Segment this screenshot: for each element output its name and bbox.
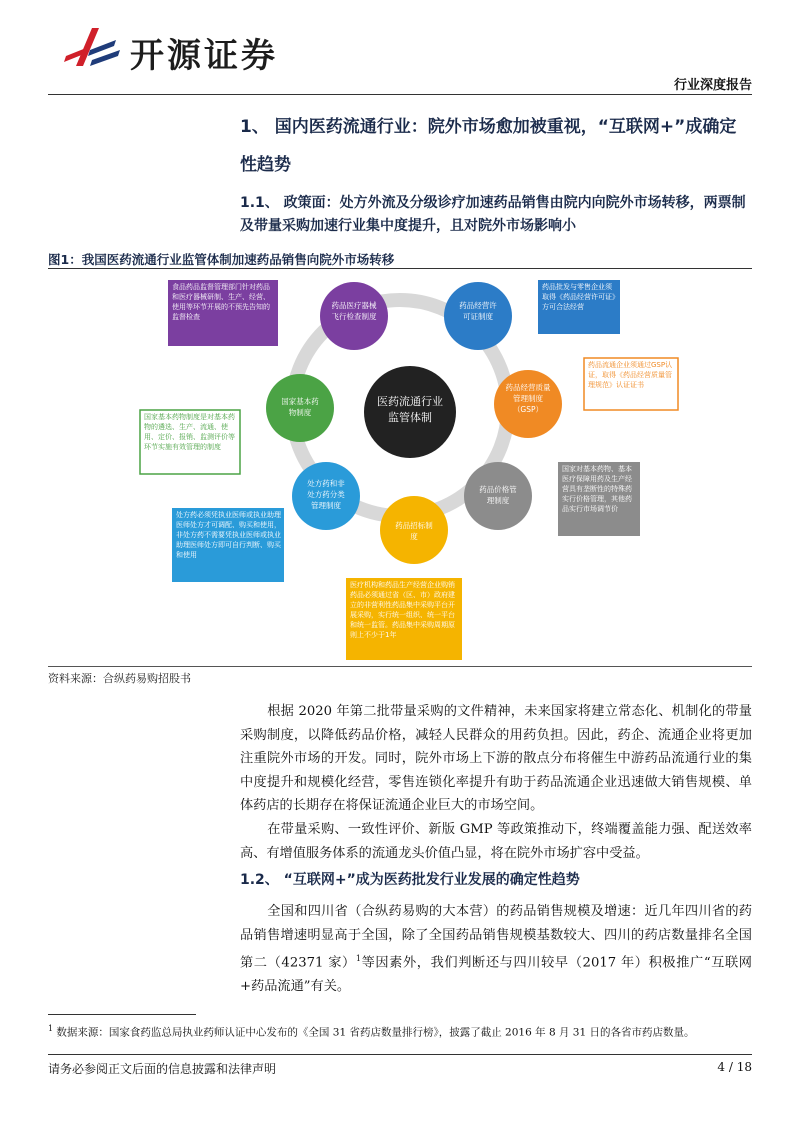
figure-bottom-rule <box>48 666 752 667</box>
node-license <box>444 282 512 350</box>
section-1-heading: 1、 国内医药流通行业：院外市场愈加被重视，“互联网+”成确定性趋势 <box>240 117 737 175</box>
node-prescription <box>292 462 360 530</box>
note-text-prescription: 处方药必须凭执业医师或执业助理医师处方才可调配、购买和使用，非处方药不需要凭执业医师或执业助理医师处方即可自行判断、购买和使用 <box>176 511 281 559</box>
node-label-license: 药品经营许可证制度 <box>459 301 497 321</box>
node-price <box>464 462 532 530</box>
footer-disclaimer: 请务必参阅正文后面的信息披露和法律声明 <box>48 1062 277 1076</box>
node-label-tender: 药品招标制度 <box>395 521 433 541</box>
node-essential <box>266 374 334 442</box>
note-text-gsp: 药品流通企业须通过GSP认证，取得《药品经营质量管理规范》认证证书 <box>588 361 673 389</box>
note-box-essential <box>140 410 240 474</box>
node-flight-inspection <box>320 282 388 350</box>
node-tender <box>380 496 448 564</box>
figure-top-rule <box>48 268 752 269</box>
node-label-essential: 国家基本药物制度 <box>281 397 319 417</box>
note-box-tender <box>346 578 462 660</box>
header-divider <box>48 94 752 95</box>
figure-source: 资料来源：合纵药易购招股书 <box>48 672 191 685</box>
note-box-gsp <box>584 358 678 410</box>
node-gsp <box>494 370 562 438</box>
node-label-prescription: 处方药和非处方药分类管理制度 <box>307 479 345 510</box>
company-name: 开源证券 <box>130 36 278 76</box>
note-box-flight-inspection <box>168 280 278 346</box>
paragraph-2: 在带量采购、一致性评价、新版 GMP 等政策推动下，终端覆盖能力强、配送效率高、有增值服务体系的流通龙头价值凸显，将在院外市场扩容中受益。 <box>240 822 752 861</box>
report-type-label: 行业深度报告 <box>673 78 752 93</box>
regulation-diagram <box>120 272 680 664</box>
paragraph-1: 根据 2020 年第二批带量采购的文件精神，未来国家将建立常态化、机制化的带量采购制度，以降低药品价格，减轻人民群众的用药负担。因此，药企、流通企业将更加注重院外市场的开发。同时，院外市场上下游的散点分布将催生中游药品流通行业的集中度提升和规模化经营，零售连锁化率提升有助于药品流通企业迅速做大销售规模、单体药店的长期存在将保证流通企业巨大的市场空间。 <box>240 704 752 814</box>
section-1-1-heading: 1.1、 政策面：处方外流及分级诊疗加速药品销售由院内向院外市场转移，两票制及带量采购加速行业集中度提升，且对院外市场影响小 <box>240 195 746 234</box>
node-label-flight-inspection: 药品医疗器械飞行检查制度 <box>331 301 377 321</box>
center-label: 医药流通行业监管体制 <box>377 395 443 424</box>
note-box-prescription <box>172 508 284 582</box>
figure-1-title: 图1：我国医药流通行业监管体制加速药品销售向院外市场转移 <box>48 252 395 267</box>
paragraph-3: 全国和四川省（合纵药易购的大本营）的药品销售规模及增速：近几年四川省的药品销售增速明显高于全国，除了全国药品销售规模基数较大、四川的药店数量排名全国第二（42371 家）$^1$等因素外，我们判断还与四川较早（2017 年）积极推广“互联网+药品流通”有关。 <box>240 904 752 995</box>
node-label-price: 药品价格管理制度 <box>479 485 517 505</box>
diagram-center <box>364 366 456 458</box>
note-text-price: 国家对基本药物、基本医疗保障用药及生产经营具有垄断性的特殊药实行价格管理，其他药品实行市场调节价 <box>562 465 632 513</box>
note-text-essential: 国家基本药物制度是对基本药物的遴选、生产、流通、使用、定价、报销、监测评价等环节实施有效管理的制度 <box>144 413 235 451</box>
note-text-license: 药品批发与零售企业须取得《药品经营许可证》方可合法经营 <box>542 283 616 311</box>
section-1-2-heading: 1.2、 “互联网+”成为医药批发行业发展的确定性趋势 <box>240 872 580 888</box>
footer-divider <box>48 1054 752 1055</box>
note-box-price <box>558 462 640 536</box>
note-text-flight-inspection: 食品药品监督管理部门针对药品和医疗器械研制、生产、经营、使用等环节开展的不预先告知的监督检查 <box>172 283 270 321</box>
company-logo-icon <box>62 26 122 70</box>
note-box-license <box>538 280 620 334</box>
node-label-gsp: 药品经营质量管理制度（GSP） <box>505 383 551 414</box>
footnote: $^1$ 数据来源：国家食药监总局执业药师认证中心发布的《全国 31 省药店数量排行榜》，披露了截止 2016 年 8 月 31 日的各省市药店数量。 <box>48 1024 695 1039</box>
page-number: 4 / 18 <box>717 1060 752 1074</box>
note-text-tender: 医疗机构和药品生产经营企业购销药品必须通过省（区、市）政府建立的非营利性药品集中采购平台开展采购，实行统一组织、统一平台和统一监管。药品集中采购周期原则上不少于1年 <box>350 581 455 639</box>
footnote-rule <box>48 1014 196 1015</box>
